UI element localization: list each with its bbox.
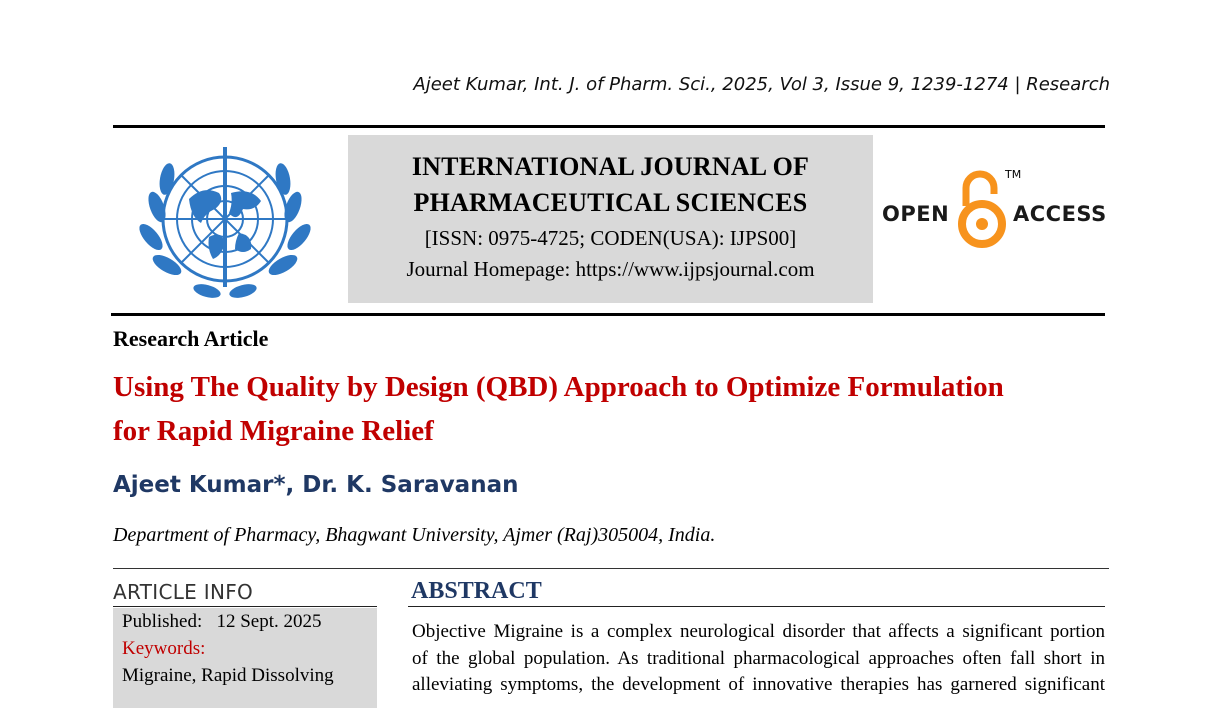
running-header: Ajeet Kumar, Int. J. of Pharm. Sci., 2025, Vol 3, Issue 9, 1239-1274 | Research (413, 74, 1110, 95)
abstract-text (412, 619, 1105, 699)
abstract-heading: ABSTRACT (411, 578, 542, 604)
keywords-label: Keywords: (122, 638, 206, 659)
abstract-line: of the global population. As traditional pharmacological approaches often fall short in (412, 647, 1105, 669)
abstract-line: Objective Migraine is a complex neurological disorder that affects a significant portion (412, 621, 1105, 642)
article-title-line2: for Rapid Migraine Relief (113, 415, 434, 447)
journal-name-line1: INTERNATIONAL JOURNAL OF (411, 152, 810, 181)
section-divider (113, 568, 1109, 569)
article-info-rule (113, 606, 377, 607)
open-access-trademark: TM (1005, 168, 1022, 181)
journal-issn: [ISSN: 0975-4725; CODEN(USA): IJPS00] (424, 226, 797, 250)
open-access-lock-icon (956, 166, 1008, 250)
author-affiliation: Department of Pharmacy, Bhagwant University, Ajmer (Raj)305004, India. (113, 524, 716, 546)
article-info-heading: ARTICLE INFO (113, 580, 254, 604)
article-title (113, 365, 1113, 453)
journal-masthead (348, 135, 873, 303)
header-rule-top (113, 125, 1105, 128)
article-type: Research Article (113, 326, 269, 351)
published-date: Published: 12 Sept. 2025 (122, 611, 322, 632)
open-access-logo (880, 164, 1110, 254)
article-info-box (113, 608, 377, 708)
abstract-line: alleviating symptoms, the development of innovative therapies has garnered significant (412, 674, 1105, 695)
journal-homepage: Journal Homepage: https://www.ijpsjournal.com (406, 257, 815, 281)
open-access-word-access: ACCESS (1013, 202, 1107, 226)
author-list: Ajeet Kumar*, Dr. K. Saravanan (113, 472, 519, 498)
journal-name-line2: PHARMACEUTICAL SCIENCES (413, 188, 808, 217)
journal-name (348, 149, 873, 221)
keywords-list: Migraine, Rapid Dissolving (122, 665, 334, 686)
abstract-rule (408, 606, 1105, 607)
header-rule-bottom (111, 313, 1105, 316)
open-access-word-open: OPEN (882, 202, 950, 226)
un-emblem-logo (127, 137, 323, 307)
article-title-line1: Using The Quality by Design (QBD) Approach to Optimize Formulation (113, 371, 1004, 403)
